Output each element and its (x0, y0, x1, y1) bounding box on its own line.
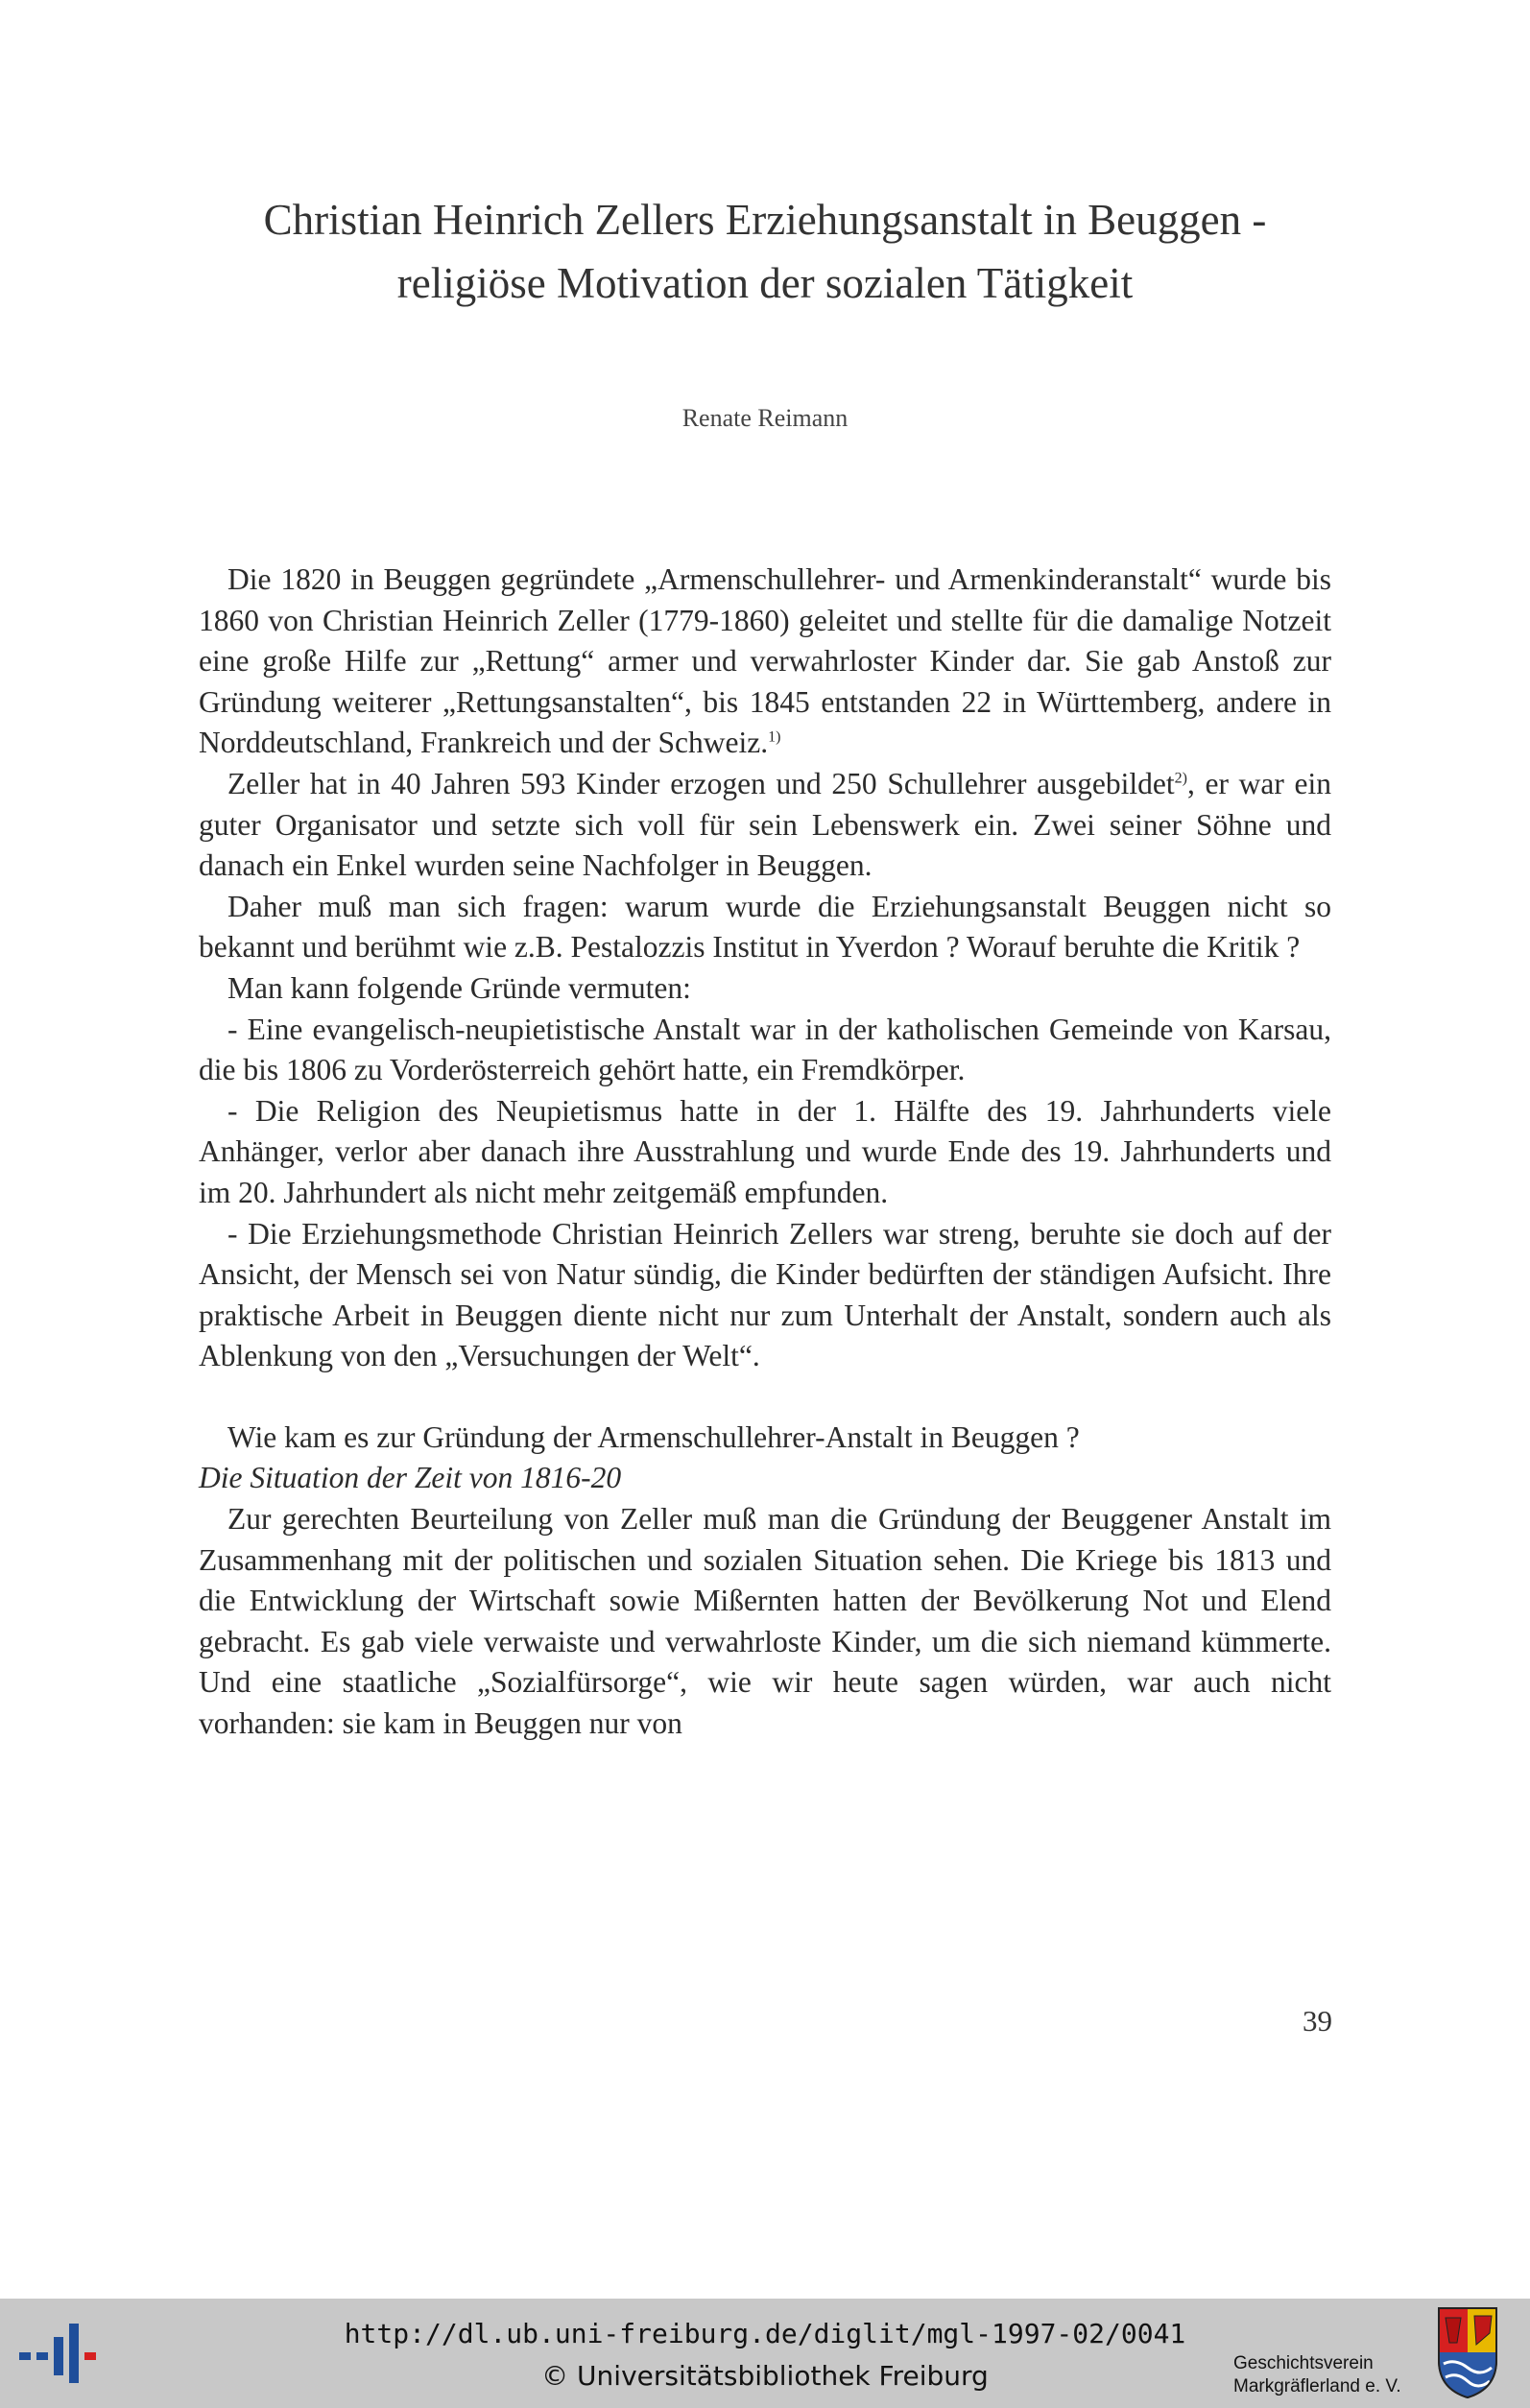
author-name: Renate Reimann (681, 404, 849, 432)
paragraph-1 (199, 560, 1331, 764)
paragraph-2-text-b: , er war ein guter Organisator und setzte sich voll für sein Lebenswerk ein. Zwei seiner Söhne und danach ein Enkel wurden seine Nachfolger in Beuggen. (199, 766, 1331, 883)
title-line-2: religiöse Motivation der sozialen Tätigkeit (396, 259, 1134, 307)
paragraph-5: - Eine evangelisch-neupietistische Anstalt war in der katholischen Gemeinde von Karsau, die bis 1806 zu Vorderösterreich gehört hatte, ein Fremdkörper. (199, 1012, 1331, 1087)
paragraph-1-text: Die 1820 in Beuggen gegründete „Armenschullehrer- und Armenkinderanstalt“ wurde bis 1860 von Christian Heinrich Zeller (1779-1860) geleitet und stellte für die damalige Notzeit eine große Hilfe zur „Rettung“ armer und verwahrloster Kinder dar. Sie gab Anstoß zur Gründung weiterer „Rettungsanstalten“, bis 1845 entstanden 22 in Württemberg, andere in Norddeutschland, Frankreich und der Schweiz. (199, 562, 1331, 760)
section-heading: Die Situation der Zeit von 1816-20 (199, 1461, 622, 1495)
paragraph-3: Daher muß man sich fragen: warum wurde die Erziehungsanstalt Beuggen nicht so bekannt und berühmt wie z.B. Pestalozzis Institut in Yverdon ? Worauf beruhte die Kritik ? (199, 889, 1331, 965)
copyright-notice: © Universitätsbibliothek Freiburg (541, 2360, 989, 2392)
article-title (154, 188, 1376, 315)
paragraph-8: Wie kam es zur Gründung der Armenschullehrer-Anstalt in Beuggen ? (227, 1419, 1080, 1454)
article-body (199, 560, 1331, 1745)
society-name (1233, 2352, 1416, 2398)
footnote-ref-2: 2) (1174, 770, 1187, 787)
paragraph-4: Man kann folgende Gründe vermuten: (227, 970, 691, 1005)
coat-of-arms-icon (1436, 2304, 1499, 2400)
paragraph-9: Zur gerechten Beurteilung von Zeller muß man die Gründung der Beuggener Anstalt im Zusammenhang mit der politischen und sozialen Situation sehen. Die Kriege bis 1813 und die Entwicklung der Wirtschaft sowie Mißernten hatten der Bevölkerung Not und Elend gebracht. Es gab viele verwaiste und verwahrloste Kinder, um die sich niemand kümmerte. Und eine staatliche „Sozialfürsorge“, wie wir heute sagen würden, war auch nicht vorhanden: sie kam in Beuggen nur von (199, 1502, 1331, 1741)
society-line-2: Markgräflerland e. V. (1233, 2376, 1401, 2396)
paragraph-2-text-a: Zeller hat in 40 Jahren 593 Kinder erzogen und 250 Schullehrer ausgebildet (227, 766, 1175, 800)
page-number: 39 (1303, 2004, 1332, 2038)
paragraph-2 (199, 764, 1331, 887)
footnote-ref-1: 1) (768, 728, 781, 746)
paragraph-7: - Die Erziehungsmethode Christian Heinrich Zellers war streng, beruhte sie doch auf der Ansicht, der Mensch sei von Natur sündig, die Kinder bedürften der ständigen Aufsicht. Ihre praktische Arbeit in Beuggen diente nicht nur zum Unterhalt der Anstalt, sondern auch als Ablenkung von den „Versuchungen der Welt“. (199, 1216, 1331, 1373)
paragraph-6: - Die Religion des Neupietismus hatte in der 1. Hälfte des 19. Jahrhunderts viele Anhänger, verlor aber danach ihre Ausstrahlung und wurde Ende des 19. Jahrhunderts und im 20. Jahrhundert als nicht mehr zeitgemäß empfunden. (199, 1093, 1331, 1209)
source-url-link[interactable]: http://dl.ub.uni-freiburg.de/diglit/mgl-1997-02/0041 (344, 2318, 1186, 2349)
footer-bar (0, 2299, 1530, 2408)
title-line-1: Christian Heinrich Zellers Erziehungsanstalt in Beuggen - (263, 196, 1267, 244)
society-line-1: Geschichtsverein (1233, 2353, 1374, 2373)
